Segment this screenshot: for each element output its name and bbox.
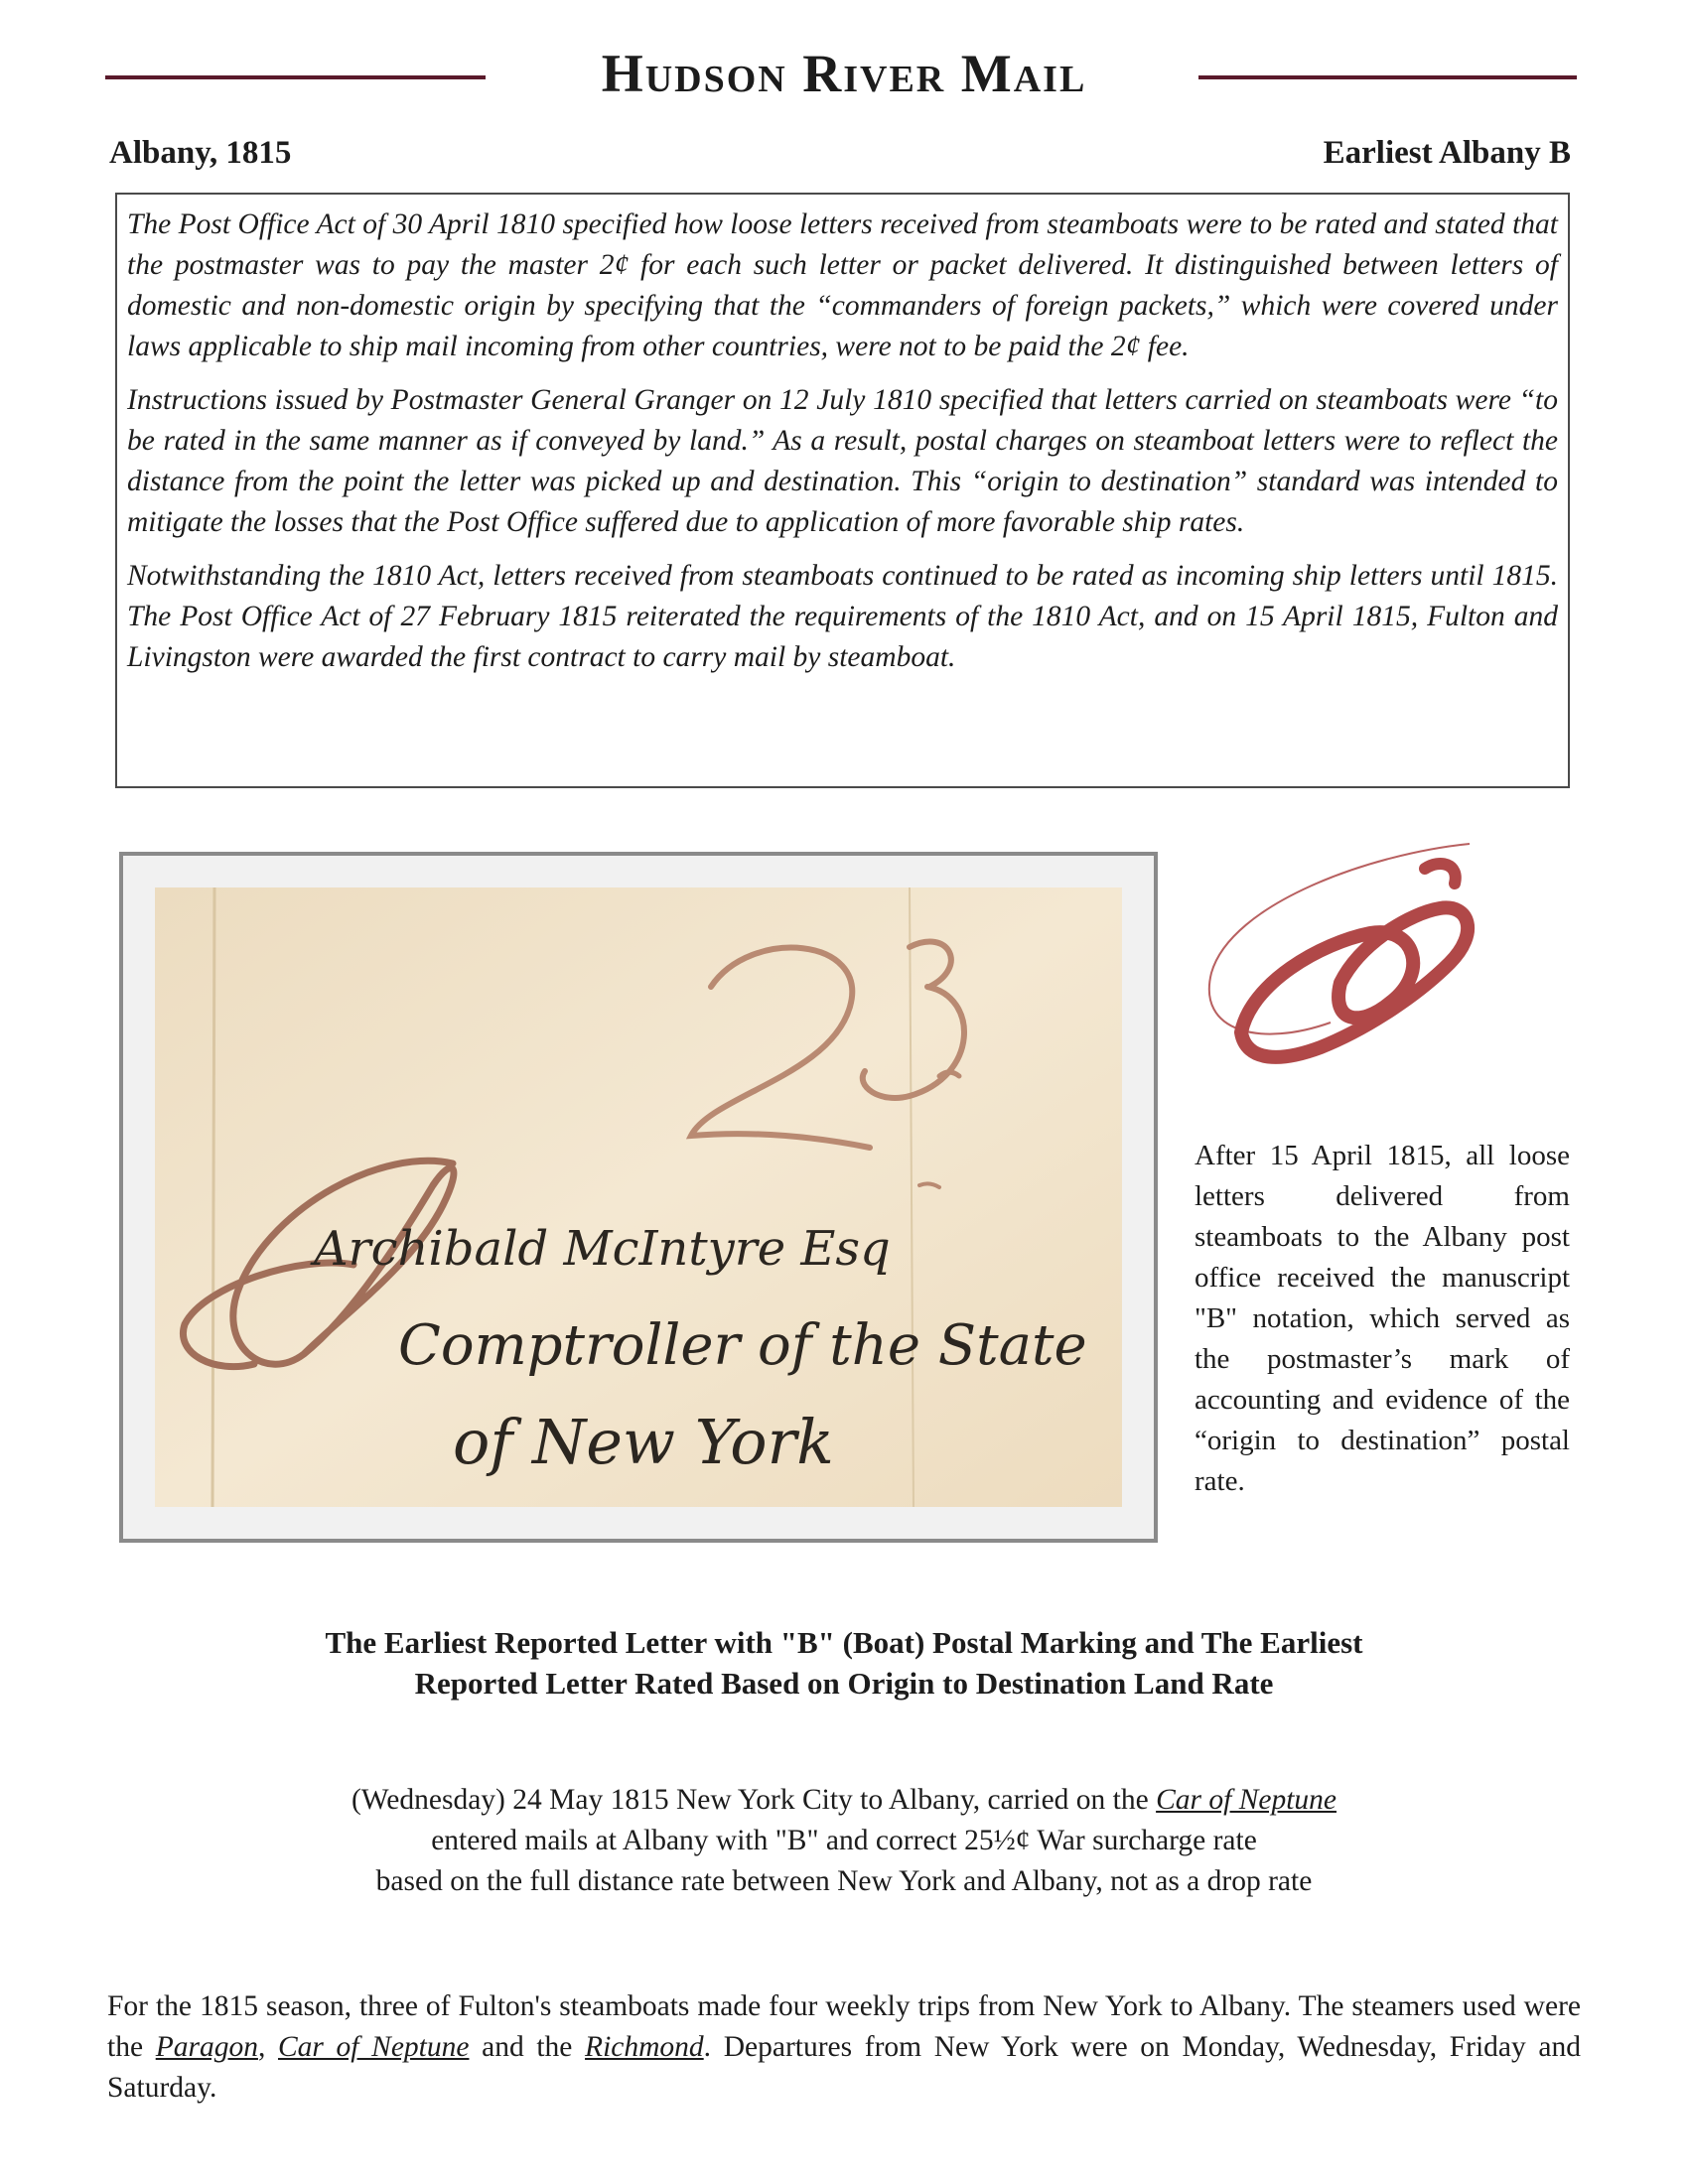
enlarged-b-marking (1172, 834, 1509, 1112)
intro-paragraph-2: Instructions issued by Postmaster General Granger on 12 July 1810 specified that letters carried on steamboats were “to be rated in the same manner as if conveyed by land.” As a result, postal charges on steamboat letters were to reflect the distance from the point the letter was picked up and destination. This “origin to destination” standard was intended to mitigate the losses that the Post Office suffered due to application of more favorable ship rates. (127, 384, 1558, 538)
boat-name-car-of-neptune: Car of Neptune (1156, 1784, 1337, 1816)
exhibit-heading: Earliest Albany B (1323, 135, 1571, 171)
caption-line-2: Reported Letter Rated Based on Origin to Destination Land Rate (414, 1666, 1274, 1701)
boat-name-car-of-neptune: Car of Neptune (277, 2031, 470, 2063)
address-line-3: of New York (453, 1406, 834, 1478)
boat-name-paragon: Paragon (155, 2031, 258, 2063)
b-top-stroke (1425, 864, 1456, 884)
cover-image-frame (119, 852, 1158, 1543)
caption-line-1: The Earliest Reported Letter with "B" (Boat) Postal Marking and The Earliest (325, 1625, 1363, 1660)
title-rule-right (1198, 75, 1577, 79)
intro-text-box (115, 193, 1570, 788)
season-note (107, 1986, 1581, 2109)
address-line-2: Comptroller of the State (398, 1313, 1087, 1378)
season-note-sep: and the (469, 2031, 586, 2063)
b-notation-explanation: After 15 April 1815, all loose letters delivered from steamboats to the Albany post office received the manuscript "B" notation, which served as the postmaster’s mark of accounting and evidence of the “origin to destination” postal rate. (1195, 1140, 1570, 1497)
intro-paragraph-3: Notwithstanding the 1810 Act, letters received from steamboats continued to be rated as incoming ship letters until 1815. The Post Office Act of 27 February 1815 reiterated the requirements of the 1810 Act, and on 15 April 1815, Fulton and Livingston were awarded the first contract to carry mail by steamboat. (127, 560, 1558, 673)
address-line-1: Archibald McIntyre Esq (314, 1221, 891, 1277)
season-note-sep: , (257, 2031, 278, 2063)
journey-line-2: entered mails at Albany with "B" and correct 25½¢ War surcharge rate (431, 1825, 1257, 1856)
season-note-end: . Departures from New York were on Monday, Wednesday, Friday and Saturday. (107, 2031, 1581, 2104)
fold-line (212, 887, 214, 1507)
location-date-heading: Albany, 1815 (109, 135, 292, 171)
exhibit-caption (0, 1622, 1688, 1704)
journey-line-1-text: (Wednesday) 24 May 1815 New York City to Albany, carried on the (351, 1784, 1157, 1816)
journey-line-1 (0, 1780, 1688, 1821)
boat-name-richmond: Richmond (585, 2031, 704, 2063)
journey-line-3: based on the full distance rate between New York and Albany, not as a drop rate (375, 1865, 1313, 1897)
stampless-cover-image (155, 887, 1122, 1507)
season-note-text: For the 1815 season, three of Fulton's steamboats made four weekly trips from New York to Albany. The steamers used were the (107, 1990, 1581, 2063)
journey-description (0, 1780, 1688, 1902)
intro-paragraph-1: The Post Office Act of 30 April 1810 specified how loose letters received from steamboats were to be rated and stated that the postmaster was to pay the master 2¢ for each such letter or packet delivered. It distinguished between letters of domestic and non-domestic origin by specifying that the “commanders of foreign packets,” which were covered under laws applicable to ship mail incoming from other countries, were not to be paid the 2¢ fee. (127, 208, 1558, 362)
page-title: Hudson River Mail (601, 44, 1087, 103)
